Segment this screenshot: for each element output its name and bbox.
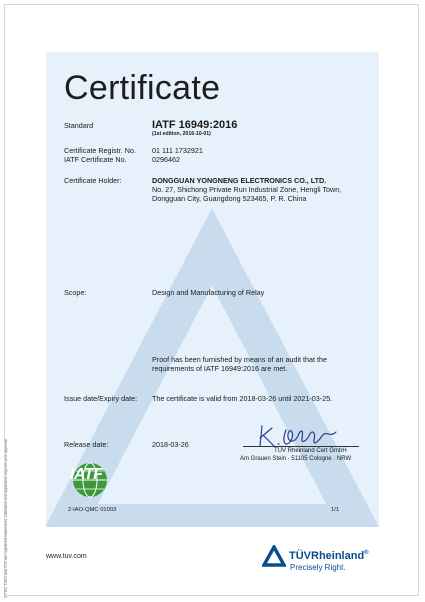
certificate-panel xyxy=(46,52,379,527)
issuer-name: TÜV Rheinland Cert GmbH xyxy=(274,448,347,454)
issue-expiry-value: The certificate is valid from 2018-03-26 until 2021-03-25. xyxy=(152,394,333,403)
iatf-logo-text: IATF xyxy=(70,466,103,483)
scope-label: Scope: xyxy=(64,288,87,297)
standard-edition: (1st edition, 2016-10-01) xyxy=(152,131,211,137)
holder-label: Certificate Holder: xyxy=(64,176,122,185)
release-date-value: 2018-03-26 xyxy=(152,440,189,449)
certificate-title: Certificate xyxy=(64,69,221,107)
tuv-brand-wordmark xyxy=(289,550,369,562)
proof-line-2: requirements of IATF 16949:2016 are met. xyxy=(152,364,288,373)
holder-address-line-1: No. 27, Shichong Private Run Industrial Zone, Hengli Town, xyxy=(152,185,342,194)
iatf-number-value: 0296462 xyxy=(152,155,180,164)
proof-line-1: Proof has been furnished by means of an audit that the xyxy=(152,355,328,364)
tuv-slogan: Precisely Right. xyxy=(290,563,346,572)
footer-website: www.tuv.com xyxy=(46,553,87,560)
tuv-registered-mark: ® xyxy=(364,550,369,556)
trademark-side-note: ® TÜV, TUEV and TUV are registered trademarks. Utilisation and application requires prior approval. xyxy=(4,438,8,598)
standard-label: Standard xyxy=(64,121,94,130)
standard-value: IATF 16949:2016 xyxy=(152,119,238,131)
tuv-brand-name: TÜVRheinland xyxy=(289,550,365,562)
holder-name: DONGGUAN YONGNENG ELECTRONICS CO., LTD. xyxy=(152,176,327,185)
document-code: 2-IAO-QMC 01003 xyxy=(68,507,117,513)
issue-expiry-label: Issue date/Expiry date: xyxy=(64,394,138,403)
scope-value: Design and Manufacturing of Relay xyxy=(152,288,265,297)
holder-address-line-2: Dongguan City, Guangdong 523465, P. R. China xyxy=(152,194,307,203)
iatf-number-label: IATF Certificate No. xyxy=(64,155,127,164)
tuv-triangle-logo-icon xyxy=(262,545,286,567)
release-date-label: Release date: xyxy=(64,440,109,449)
registration-label: Certificate Registr. No. xyxy=(64,146,136,155)
page-count: 1/1 xyxy=(331,507,340,513)
signature-line xyxy=(243,446,359,447)
registration-value: 01 111 1732921 xyxy=(152,146,203,155)
issuer-address: Am Grauen Stein · 51105 Cologne · NRW xyxy=(240,456,352,462)
